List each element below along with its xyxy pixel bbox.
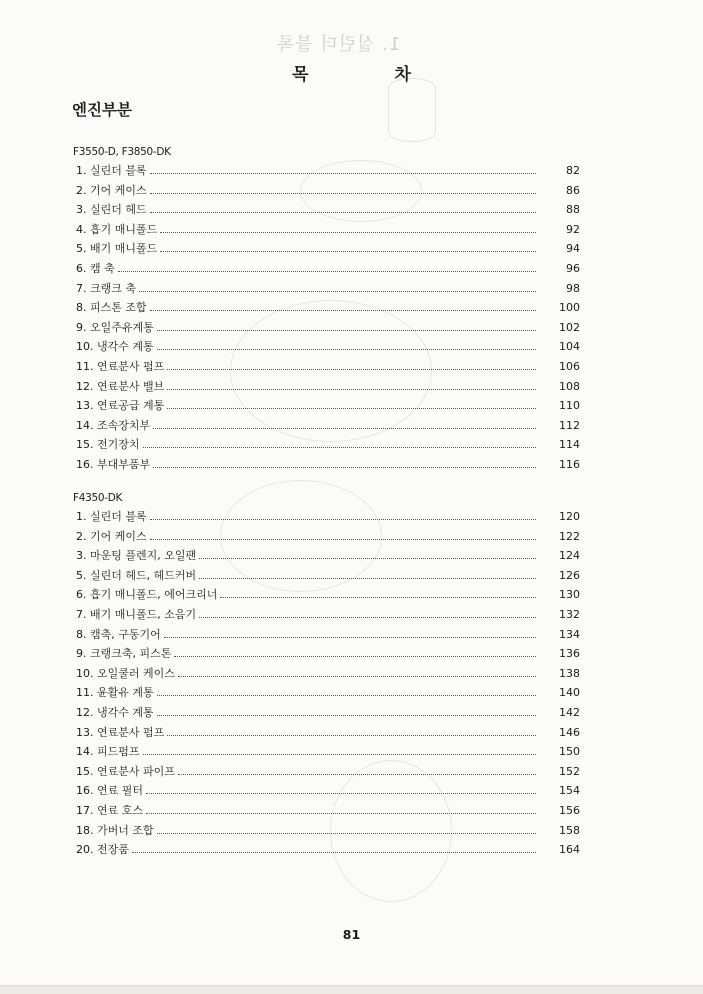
toc-entry-page: 88: [566, 203, 580, 217]
toc-entry: [76, 700, 580, 720]
toc-entry-page: 134: [559, 627, 580, 641]
toc-entry-page: 122: [559, 529, 580, 543]
toc-entry: [76, 452, 580, 472]
toc-entry-label: 9. 크랭크축, 피스톤: [76, 647, 172, 661]
toc-entry-label: 17. 연료 호스: [76, 804, 143, 817]
toc-entry-page: 136: [559, 647, 580, 661]
dot-leader: [153, 467, 536, 468]
toc-entry-label: 20. 전장품: [76, 843, 129, 857]
toc-entry: [76, 178, 580, 198]
toc-entry-label: 5. 실린더 헤드, 헤드커버: [76, 568, 197, 582]
toc-entry-label: 16. 연료 필터: [76, 784, 143, 798]
dot-leader: [146, 813, 536, 814]
dot-leader: [150, 539, 536, 540]
toc-entry: [76, 276, 580, 296]
toc-entry: [76, 680, 580, 700]
toc-entry-page: 120: [559, 510, 580, 523]
dot-leader: [220, 597, 536, 598]
dot-leader: [157, 695, 536, 696]
toc-entry-label: 7. 크랭크 축: [76, 281, 136, 295]
toc-entry-page: 108: [559, 379, 580, 393]
dot-leader: [160, 232, 536, 233]
dot-leader: [164, 637, 536, 638]
dot-leader: [150, 310, 536, 311]
toc-entry-page: 132: [559, 608, 580, 621]
dot-leader: [157, 833, 536, 834]
dot-leader: [143, 447, 537, 448]
toc-entry-label: 3. 마운팅 플렌지, 오일팬: [76, 549, 197, 563]
toc-entry-label: 2. 기어 케이스: [76, 529, 147, 543]
toc-entry-page: 86: [566, 183, 580, 197]
toc-entry: [76, 197, 580, 217]
dot-leader: [174, 656, 536, 657]
toc-entry-label: 15. 전기장치: [76, 438, 140, 452]
dot-leader: [150, 173, 536, 174]
toc-entry-label: 10. 냉각수 계통: [76, 340, 154, 354]
dot-leader: [199, 578, 536, 579]
dot-leader: [199, 558, 536, 559]
toc-entry-page: 140: [559, 686, 580, 700]
toc-entry: [76, 413, 580, 433]
toc-entry-page: 114: [559, 438, 580, 452]
dot-leader: [150, 212, 536, 213]
dot-leader: [143, 754, 537, 755]
dot-leader: [178, 676, 536, 677]
toc-entry-page: 98: [566, 281, 580, 295]
toc-entry: [76, 374, 580, 394]
toc-entry-label: 13. 연료분사 펌프: [76, 725, 165, 739]
toc-entry-page: 152: [559, 764, 580, 778]
toc-entry-label: 15. 연료분사 파이프: [76, 764, 175, 778]
dot-leader: [167, 369, 536, 370]
toc-entry-label: 1. 실린더 블록: [76, 510, 147, 523]
bleed-through-title: 1. 실린더 블록: [276, 34, 401, 55]
toc-entry-page: 96: [566, 262, 580, 275]
toc-entry-page: 124: [559, 549, 580, 563]
toc-entry-label: 1. 실린더 블록: [76, 164, 147, 177]
toc-entry-label: 11. 윤활유 계통: [76, 686, 154, 700]
toc-entry: [76, 563, 580, 583]
toc-entry: [76, 720, 580, 740]
dot-leader: [160, 251, 536, 252]
toc-entry: [76, 158, 580, 178]
dot-leader: [132, 852, 536, 853]
dot-leader: [146, 793, 536, 794]
toc-entry: [76, 759, 580, 779]
toc-entry: [76, 334, 580, 354]
toc-entry-page: 154: [559, 784, 580, 798]
toc-entry-page: 164: [559, 843, 580, 857]
toc-entry-label: 16. 부대부품부: [76, 458, 151, 471]
dot-leader: [157, 330, 536, 331]
toc-entry-page: 146: [559, 725, 580, 739]
toc-entry: [76, 432, 580, 452]
toc-entry: [76, 217, 580, 237]
toc-entry: [76, 622, 580, 642]
toc-entry-label: 12. 연료분사 밸브: [76, 379, 165, 393]
toc-entry-label: 14. 피드펌프: [76, 745, 140, 759]
toc-entry: [76, 837, 580, 857]
section-heading: 엔진부분: [72, 101, 132, 119]
toc-entry-label: 14. 조속장치부: [76, 418, 151, 432]
dot-leader: [118, 271, 536, 272]
toc-entry: [76, 504, 580, 524]
toc-entry-page: 142: [559, 706, 580, 719]
toc-entry-label: 8. 피스톤 조합: [76, 301, 147, 315]
toc-entry-label: 8. 캠축, 구동기어: [76, 627, 161, 641]
toc-entry-page: 102: [559, 320, 580, 334]
toc-entry-page: 110: [559, 399, 580, 413]
toc-entry-page: 100: [559, 301, 580, 315]
toc-entry-page: 158: [559, 823, 580, 837]
toc-entry-label: 13. 연료공급 계통: [76, 399, 165, 413]
dot-leader: [150, 519, 536, 520]
toc-entry-page: 106: [559, 360, 580, 373]
toc-entry-label: 10. 오일쿨러 케이스: [76, 666, 175, 680]
toc-entry-label: 7. 배기 매니폴드, 소음기: [76, 608, 197, 621]
dot-leader: [178, 774, 536, 775]
toc-entry-label: 11. 연료분사 펌프: [76, 360, 165, 373]
toc-entry: [76, 393, 580, 413]
toc-entry-label: 18. 가버너 조합: [76, 823, 154, 837]
dot-leader: [150, 193, 536, 194]
toc-entry-page: 94: [566, 242, 580, 256]
toc-entry: [76, 818, 580, 838]
dot-leader: [167, 735, 536, 736]
dot-leader: [157, 715, 536, 716]
toc-entry-label: 3. 실린더 헤드: [76, 203, 147, 217]
bleed-through-drawing: [388, 78, 436, 142]
toc-entry: [76, 602, 580, 622]
dot-leader: [157, 349, 536, 350]
dot-leader: [153, 428, 536, 429]
toc-entry-label: 6. 흡기 매니폴드, 에어크리너: [76, 588, 218, 602]
toc-entry-page: 150: [559, 745, 580, 759]
toc-entry-label: 2. 기어 케이스: [76, 183, 147, 197]
dot-leader: [167, 408, 536, 409]
toc-entry: [76, 524, 580, 544]
toc-entry-page: 126: [559, 568, 580, 582]
toc-entry: [76, 661, 580, 681]
toc-entry-page: 92: [566, 222, 580, 236]
toc-entry-label: 4. 흡기 매니폴드: [76, 222, 158, 236]
toc-entry: [76, 641, 580, 661]
toc-entry: [76, 354, 580, 374]
page-edge: [0, 985, 703, 994]
page-number: 81: [342, 927, 361, 942]
toc-entry-page: 138: [559, 666, 580, 680]
toc-entry: [76, 315, 580, 335]
toc-entry-label: 5. 배기 매니폴드: [76, 242, 158, 256]
dot-leader: [139, 291, 536, 292]
toc-entry-page: 104: [559, 340, 580, 354]
toc-entry: [76, 236, 580, 256]
toc-entry-label: 6. 캠 축: [76, 262, 115, 275]
toc-entry-page: 116: [559, 458, 580, 471]
toc-entry: [76, 543, 580, 563]
page-title: 목 차: [292, 65, 451, 85]
dot-leader: [167, 389, 536, 390]
toc-entry-label: 9. 오일주유계통: [76, 320, 154, 334]
toc-entry: [76, 739, 580, 759]
toc-entry: [76, 295, 580, 315]
toc-entry: [76, 582, 580, 602]
toc-entry-page: 112: [559, 418, 580, 432]
toc-entry: [76, 798, 580, 818]
toc-entry-page: 130: [559, 588, 580, 602]
toc-entry-page: 156: [559, 804, 580, 817]
toc-entry-label: 12. 냉각수 계통: [76, 706, 154, 719]
toc-entry: [76, 256, 580, 276]
dot-leader: [199, 617, 536, 618]
group-heading: F3550-D, F3850-DK: [73, 146, 171, 158]
toc-entry: [76, 778, 580, 798]
toc-entry-page: 82: [566, 164, 580, 177]
group-heading: F4350-DK: [73, 492, 123, 504]
